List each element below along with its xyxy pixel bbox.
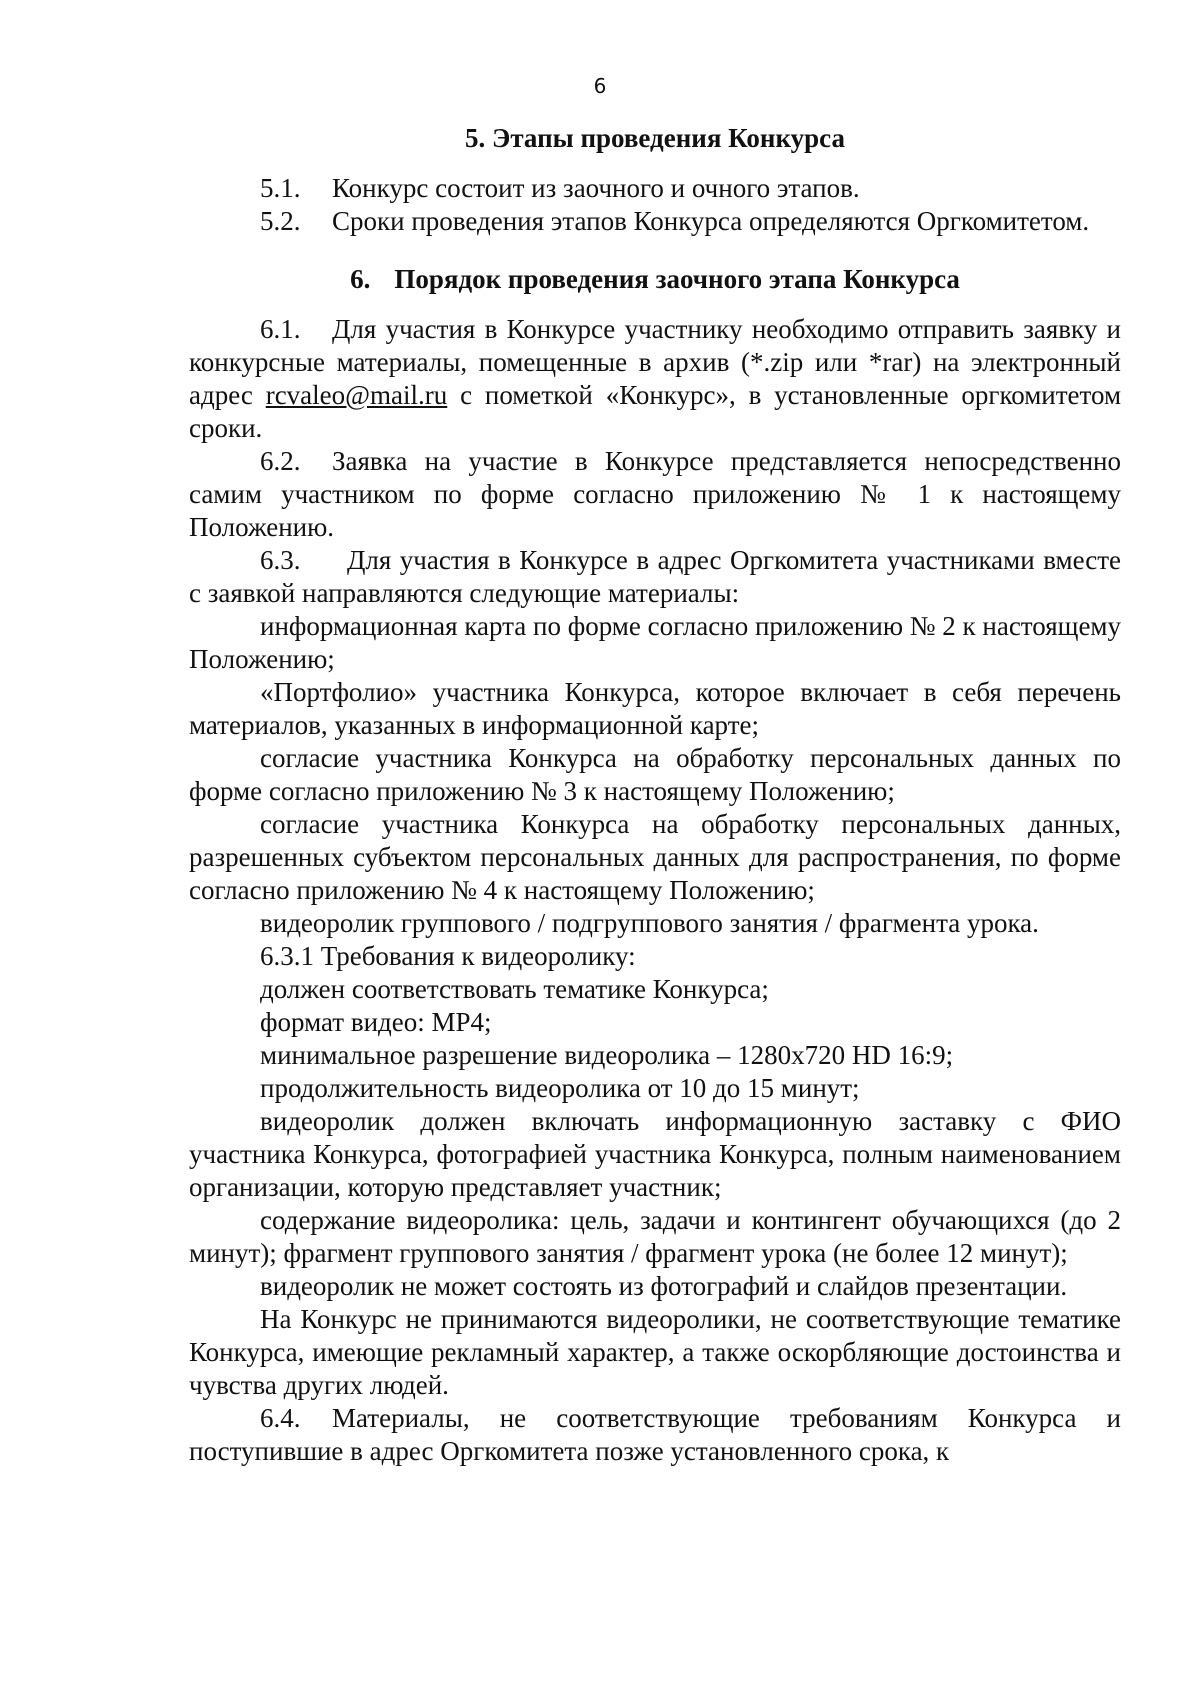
- list-item: продолжительность видеоролика от 10 до 15 минут;: [260, 1073, 860, 1103]
- list-item: видеоролик группового / подгруппового занятия / фрагмента урока.: [260, 908, 1039, 938]
- section-number: 6.: [350, 264, 371, 294]
- page-number: 6: [593, 74, 607, 98]
- paragraph-6-4: [189, 1402, 1121, 1468]
- email-link[interactable]: rcvaleo@mail.ru: [265, 380, 448, 410]
- list-item: должен соответствовать тематике Конкурса;: [260, 974, 769, 1004]
- paragraph-number: 6.2.: [260, 446, 301, 476]
- paragraph-6-2: [189, 445, 1121, 544]
- section-5-heading: 5. Этапы проведения Конкурса: [465, 123, 845, 153]
- paragraph-text: с пометкой «Конкурс», в установленные оргкомитетом сроки.: [189, 380, 1122, 443]
- paragraph-number: 6.1.: [260, 314, 301, 344]
- paragraph-text: Для участия в Конкурсе в адрес Оргкомитета участниками вместе с заявкой направляются следующие материалы:: [189, 545, 1121, 608]
- paragraph-5-1: [189, 172, 1121, 205]
- paragraph-number: 6.4.: [260, 1403, 301, 1433]
- list-item: минимальное разрешение видеоролика – 1280х720 HD 16:9;: [260, 1040, 954, 1070]
- paragraph-text: Заявка на участие в Конкурсе представляется непосредственно самим участником по форме согласно приложению № 1 к настоящему Положению.: [189, 446, 1121, 542]
- section-6-heading: [189, 263, 1121, 296]
- paragraph-5-2: [189, 205, 1121, 238]
- list-item: видеоролик должен включать информационную заставку с ФИО участника Конкурса, фотографией участника Конкурса, полным наименованием организации, которую представляет участник;: [189, 1106, 1121, 1202]
- section-title: Порядок проведения заочного этапа Конкурса: [394, 264, 960, 294]
- list-item: формат видео: MP4;: [260, 1007, 492, 1037]
- list-item: информационная карта по форме согласно приложению № 2 к настоящему Положению;: [189, 611, 1122, 674]
- list-item: содержание видеоролика: цель, задачи и контингент обучающихся (до 2 минут); фрагмент группового занятия / фрагмент урока (не более 12 минут);: [189, 1205, 1121, 1268]
- list-item: видеоролик не может состоять из фотографий и слайдов презентации.: [260, 1271, 1068, 1301]
- paragraph-text: Материалы, не соответствующие требованиям Конкурса и поступившие в адрес Оргкомитета позже установленного срока, к: [189, 1403, 1121, 1466]
- paragraph-number: 5.2.: [260, 206, 301, 236]
- list-item: «Портфолио» участника Конкурса, которое включает в себя перечень материалов, указанных в информационной карте;: [189, 677, 1121, 740]
- paragraph-text: Для участия в Конкурсе участнику необходимо отправить заявку и конкурсные материалы, помещенные в архив (*.zip или *rar) на электронный адрес: [189, 314, 1121, 410]
- paragraph-6-1: [189, 313, 1121, 445]
- document-body: [189, 122, 1121, 1468]
- paragraph-not-accepted: На Конкурс не принимаются видеоролики, не соответствующие тематике Конкурса, имеющие рекламный характер, а также оскорбляющие достоинства и чувства других людей.: [189, 1304, 1121, 1400]
- subsection-6-3-1-title: 6.3.1 Требования к видеоролику:: [260, 941, 636, 971]
- list-item: согласие участника Конкурса на обработку персональных данных, разрешенных субъектом персональных данных для распространения, по форме согласно приложению № 4 к настоящему Положению;: [189, 809, 1121, 905]
- paragraph-text: Сроки проведения этапов Конкурса определяются Оргкомитетом.: [332, 206, 1090, 236]
- paragraph-number: 5.1.: [260, 173, 301, 203]
- paragraph-number: 6.3.: [260, 545, 301, 575]
- paragraph-text: Конкурс состоит из заочного и очного этапов.: [332, 173, 860, 203]
- paragraph-6-3: [189, 544, 1121, 610]
- list-item: согласие участника Конкурса на обработку персональных данных по форме согласно приложению № 3 к настоящему Положению;: [189, 743, 1121, 806]
